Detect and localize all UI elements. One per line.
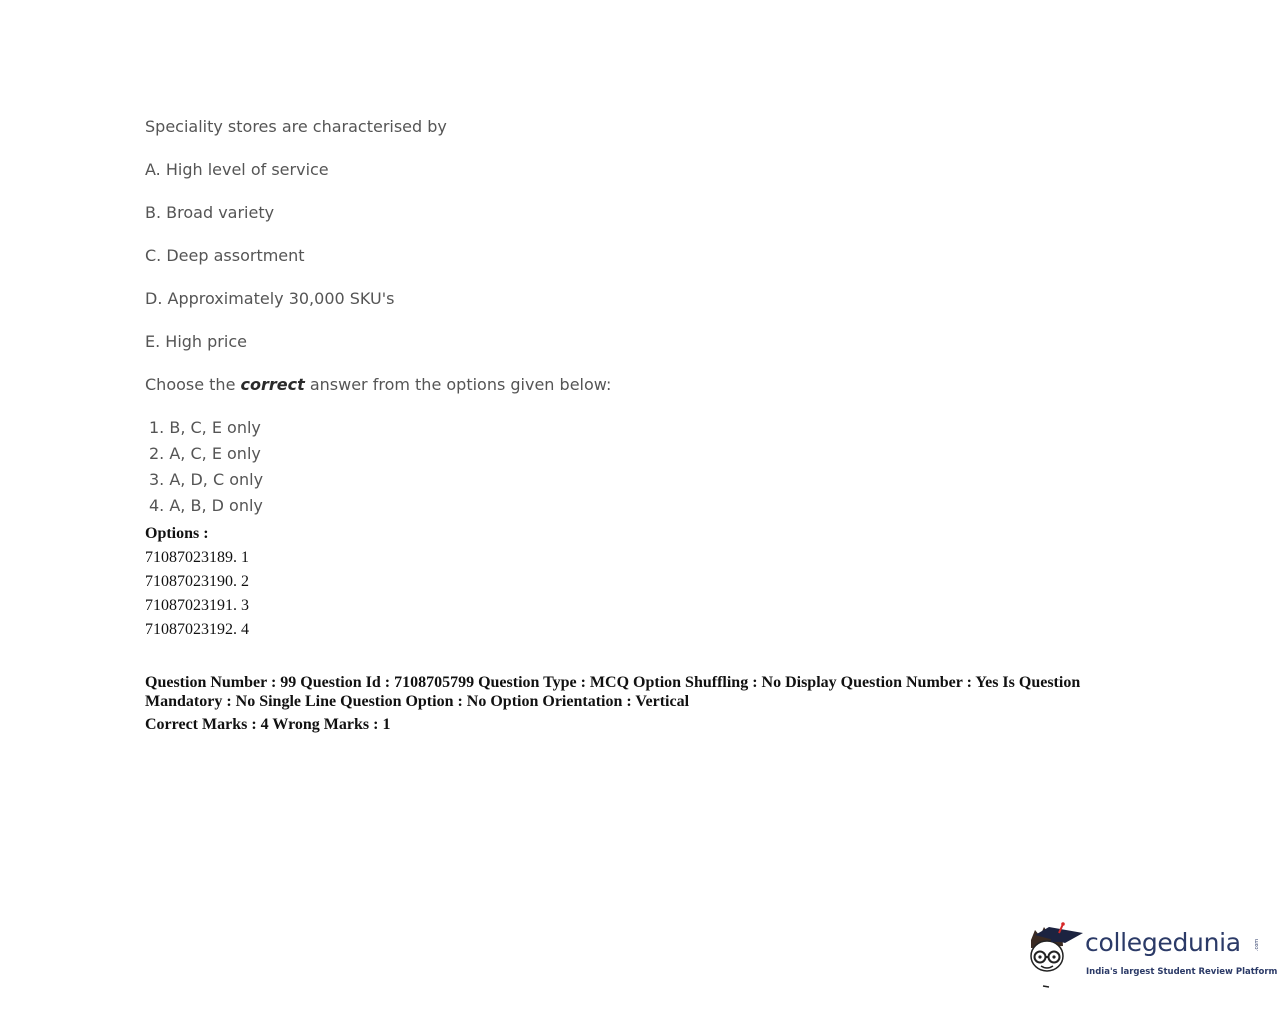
question-block: [145, 112, 1045, 515]
option-id-4: 71087023192. 4: [145, 621, 249, 638]
logo-domain: .com: [1254, 938, 1261, 952]
statement-c: C. Deep assortment: [145, 246, 305, 265]
instruction-suffix: answer from the options given below:: [304, 375, 612, 394]
graduate-mascot-icon: [1025, 918, 1085, 988]
statement-b: B. Broad variety: [145, 203, 275, 222]
question-meta-details: Question Number : 99 Question Id : 7108705799 Question Type : MCQ Option Shuffling : No Display Question Number : Yes Is Question Mandatory : No Single Line Question Option : No Option Orientation : Vertical: [145, 674, 1081, 710]
instruction-text: [145, 370, 1045, 413]
collegedunia-logo: [1025, 918, 1278, 990]
question-stem: Speciality stores are characterised by: [145, 117, 447, 136]
answer-choices: [145, 415, 263, 519]
statement-a: A. High level of service: [145, 160, 329, 179]
answer-choice-3: 3. A, D, C only: [149, 470, 264, 489]
answer-choice-2: 2. A, C, E only: [149, 444, 261, 463]
option-id-3: 71087023191. 3: [145, 597, 249, 614]
option-id-1: 71087023189. 1: [145, 549, 249, 566]
logo-tagline: India's largest Student Review Platform: [1086, 967, 1278, 977]
logo-name: collegedunia: [1085, 928, 1241, 957]
instruction-emphasis: correct: [240, 375, 305, 394]
options-heading: Options :: [145, 525, 209, 542]
statement-e: E. High price: [145, 332, 247, 351]
answer-choice-1: 1. B, C, E only: [149, 418, 261, 437]
question-meta: [145, 673, 1105, 734]
marks-info: Correct Marks : 4 Wrong Marks : 1: [145, 716, 391, 733]
options-block: [145, 522, 249, 642]
option-id-2: 71087023190. 2: [145, 573, 249, 590]
instruction-prefix: Choose the: [145, 375, 241, 394]
statement-d: D. Approximately 30,000 SKU's: [145, 289, 395, 308]
answer-choice-4: 4. A, B, D only: [149, 496, 263, 515]
